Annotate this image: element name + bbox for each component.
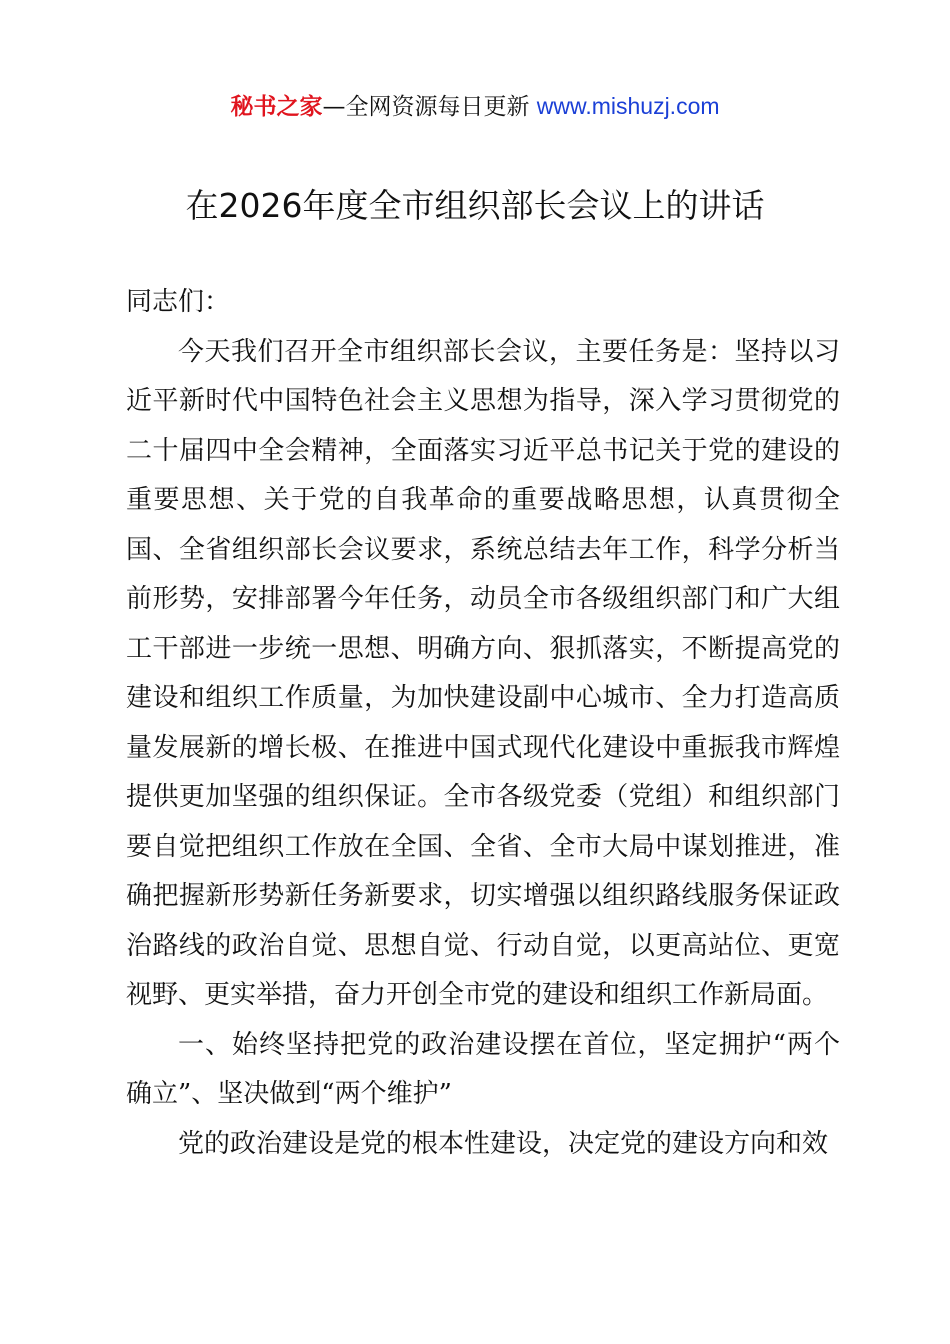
body-paragraph: 党的政治建设是党的根本性建设，决定党的建设方向和效: [178, 1128, 829, 1159]
document-title: 在2026年度全市组织部长会议上的讲话: [185, 186, 765, 225]
section-heading: 一、始终坚持把党的政治建设摆在首位，坚定拥护“两个确立”、坚决做到“两个维护”: [126, 1029, 840, 1109]
header-tagline: —全网资源每日更新: [322, 94, 537, 120]
brand-name: 秘书之家: [230, 94, 323, 120]
salutation: 同志们：: [126, 287, 231, 317]
site-url-link[interactable]: www.mishuzj.com: [536, 93, 720, 119]
document-body: [126, 278, 840, 1169]
body-paragraph: 今天我们召开全市组织部长会议，主要任务是：坚持以习近平新时代中国特色社会主义思想为指导，深入学习贯彻党的二十届四中全会精神，全面落实习近平总书记关于党的建设的重要思想、关于党的自我革命的重要战略思想，认真贯彻全国、全省组织部长会议要求，系统总结去年工作，科学分析当前形势，安排部署今年任务，动员全市各级组织部门和广大组工干部进一步统一思想、明确方向、狠抓落实，不断提高党的建设和组织工作质量，为加快建设副中心城市、全力打造高质量发展新的增长极、在推进中国式现代化建设中重振我市辉煌提供更加坚强的组织保证。全市各级党委（党组）和组织部门要自觉把组织工作放在全国、全省、全市大局中谋划推进，准确把握新形势新任务新要求，切实增强以组织路线服务保证政治路线的政治自觉、思想自觉、行动自觉，以更高站位、更宽视野、更实举措，奋力开创全市党的建设和组织工作新局面。: [126, 336, 840, 1010]
site-header: [0, 86, 950, 127]
